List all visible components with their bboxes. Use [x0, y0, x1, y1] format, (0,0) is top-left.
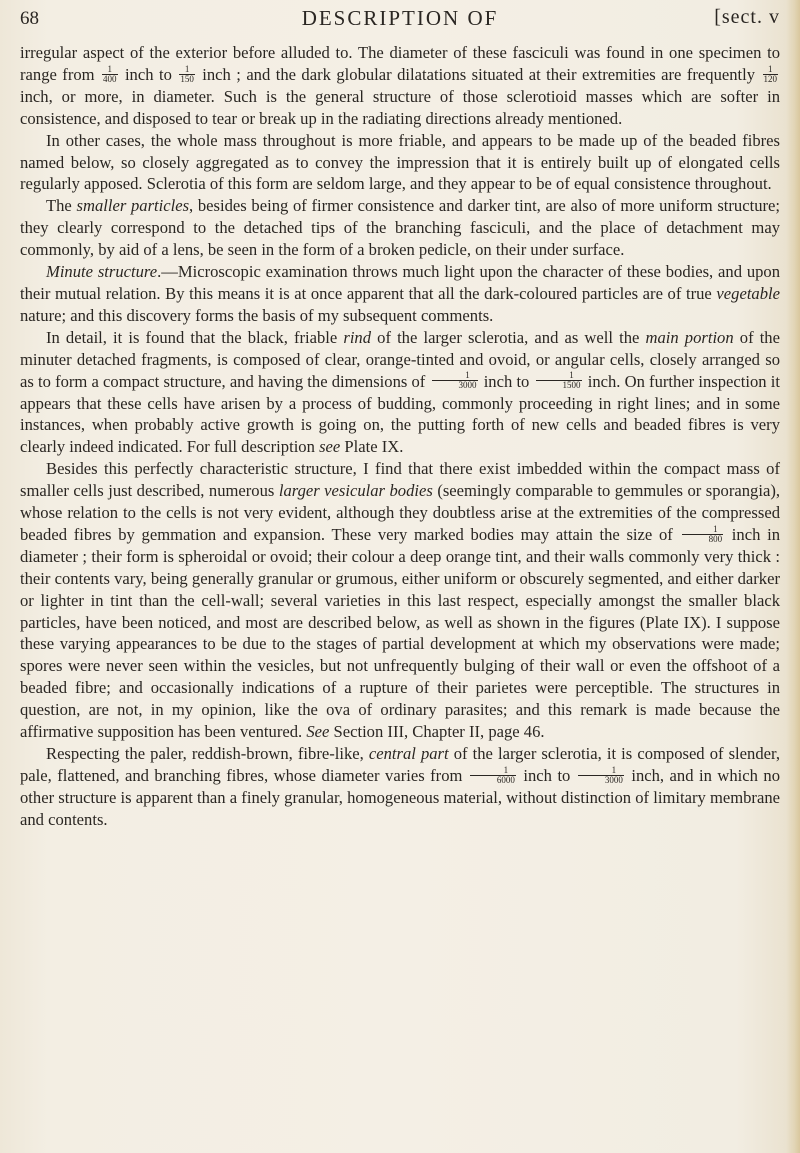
text-run: Plate IX. [340, 437, 404, 457]
fraction [578, 766, 624, 785]
text-run: Respecting the paler, reddish-brown, fibre-like, [46, 744, 369, 763]
text-run: inch in diameter ; their form is spheroidal or ovoid; their colour a deep orange tint, and their walls commonly very thick : their contents vary, being generally granular or grumous, either uniform or obscurely segmented, and either darker or lighter in tint than the cell-wall; several varieties in this last respect, especially amongst the smaller black particles, have been noticed, and most are described below, as well as shown in the figures (Plate IX). I suppose these varying appearances to be due to the stages of partial development at which my observations were made; spores were never seen within the vesicles, but not unfrequently bulging of their wall or even the offshoot of a beaded fibre; and occasionally indications of a rupture of their parietes were perceptible. The structures in question, are not, in my opinion, like the ova of ordinary parasites; and this remark is made because the affirmative supposition has been ventured. [20, 524, 780, 742]
text-run: inch. On further inspection it appears that these cells have arisen by a process of budding, commonly proceeding in right lines; and in some instances, when probably active growth is going on, the putting forth of new cells and beaded fibres is very clearly indeed indicated. For full description [20, 371, 780, 457]
text-run: Besides this perfectly characteristic structure, I find that there exist imbedded within the compact mass of smaller cells just described, numerous [20, 459, 780, 501]
fraction-numerator: 1 [102, 65, 118, 75]
fraction [470, 766, 516, 785]
text-run: The [46, 196, 77, 216]
fraction [536, 371, 582, 390]
italic-term: larger vesicular bodies [278, 481, 433, 501]
italic-term: main portion [645, 327, 734, 347]
paragraph-p4 [20, 261, 780, 327]
fraction-denominator: 1500 [562, 380, 581, 391]
italic-term: vegetable [716, 283, 780, 303]
paragraph-p7 [20, 743, 780, 831]
fraction-numerator: 1 [578, 766, 624, 776]
running-title: DESCRIPTION OF [301, 6, 499, 30]
text-run: inch, and in which no other structure is apparent than a finely granular, homogeneous material, without distinction of limitary membrane and contents. [20, 765, 780, 829]
paragraph-p5 [20, 327, 780, 458]
body-text [20, 42, 780, 831]
fraction [179, 65, 195, 84]
text-run: irregular aspect of the exterior before alluded to. The diameter of these fasciculi was found in one specimen to range from [20, 43, 780, 84]
fraction-denominator: 120 [763, 73, 778, 84]
fraction-numerator: 1 [682, 525, 724, 535]
page-edge-shadow [786, 0, 800, 1153]
text-run: inch to [479, 371, 534, 391]
fraction-denominator: 6000 [496, 774, 515, 785]
text-run: inch, or more, in diameter. Such is the general structure of those sclerotioid masses which are softer in consistence, and disposed to tear or break up in the radiating directions already mentioned. [20, 86, 780, 128]
page-number: 68 [20, 8, 39, 29]
fraction-numerator: 1 [179, 65, 195, 75]
text-run: , besides being of firmer consistence and darker tint, are also of more uniform structure; they clearly correspond to the detached tips of the branching fasciculi, and the place of detachment may commonly, by aid of a lens, be seen in the form of a broken pedicle, on their under surface. [20, 196, 780, 260]
text-run: Section III, Chapter II, page 46. [329, 722, 545, 742]
fraction [432, 371, 478, 390]
fraction-numerator: 1 [763, 65, 779, 75]
fraction-numerator: 1 [432, 371, 478, 381]
italic-term: Minute structure [46, 262, 158, 282]
running-header [20, 2, 780, 34]
text-run: of the larger sclerotia, it is composed of slender, pale, flattened, and branching fibres, whose diameter varies from [20, 744, 780, 785]
text-run: .—Microscopic examination throws much light upon the character of these bodies, and upon their mutual relation. By this means it is at once apparent that all the dark-coloured particles are of true [20, 262, 781, 303]
italic-term: smaller particles [76, 196, 190, 216]
text-run: inch to [119, 64, 178, 84]
fraction-denominator: 800 [708, 533, 723, 544]
fraction-denominator: 3000 [604, 774, 623, 785]
paragraph-p2 [20, 130, 780, 196]
fraction [682, 525, 724, 544]
paragraph-p6 [20, 458, 780, 743]
italic-term: central part [368, 744, 449, 763]
text-run: of the larger sclerotia, and as well the [371, 327, 646, 347]
text-run: In other cases, the whole mass throughout is more friable, and appears to be made up of the beaded fibres named below, so closely aggregated as to convey the impression that it is entirely built up of elongated cells regularly apposed. Sclerotia of this form are seldom large, and they appear to be of equal consistence throughout. [20, 130, 780, 194]
paragraph-p3 [20, 195, 780, 261]
text-run: inch ; and the dark globular dilatations situated at their extremities are frequently [196, 64, 761, 84]
fraction [763, 65, 779, 84]
fraction-denominator: 3000 [458, 380, 477, 391]
fraction [102, 65, 118, 84]
text-run: of the minuter detached fragments, is composed of clear, orange-tinted and ovoid, or angular cells, closely arranged so as to form a compact structure, and having the dimensions of [20, 327, 780, 391]
text-run: nature; and this discovery forms the basis of my subsequent comments. [20, 305, 494, 325]
fraction-numerator: 1 [470, 766, 516, 776]
italic-term: See [306, 722, 330, 742]
fraction-denominator: 150 [180, 73, 194, 84]
fraction-numerator: 1 [536, 371, 582, 381]
text-run: In detail, it is found that the black, friable [46, 327, 344, 347]
fraction-denominator: 400 [103, 73, 117, 84]
section-marker: [sect. v [714, 6, 780, 28]
text-run: inch to [517, 765, 576, 785]
italic-term: see [319, 437, 341, 457]
italic-term: rind [343, 327, 372, 347]
paragraph-p1 [20, 42, 780, 130]
text-run: (seemingly comparable to gemmules or sporangia), whose relation to the cells is not very evident, although they doubtless arise at the extremities of the compressed beaded fibres by gemmation and expansion. These very marked bodies may attain the size of [20, 481, 780, 544]
